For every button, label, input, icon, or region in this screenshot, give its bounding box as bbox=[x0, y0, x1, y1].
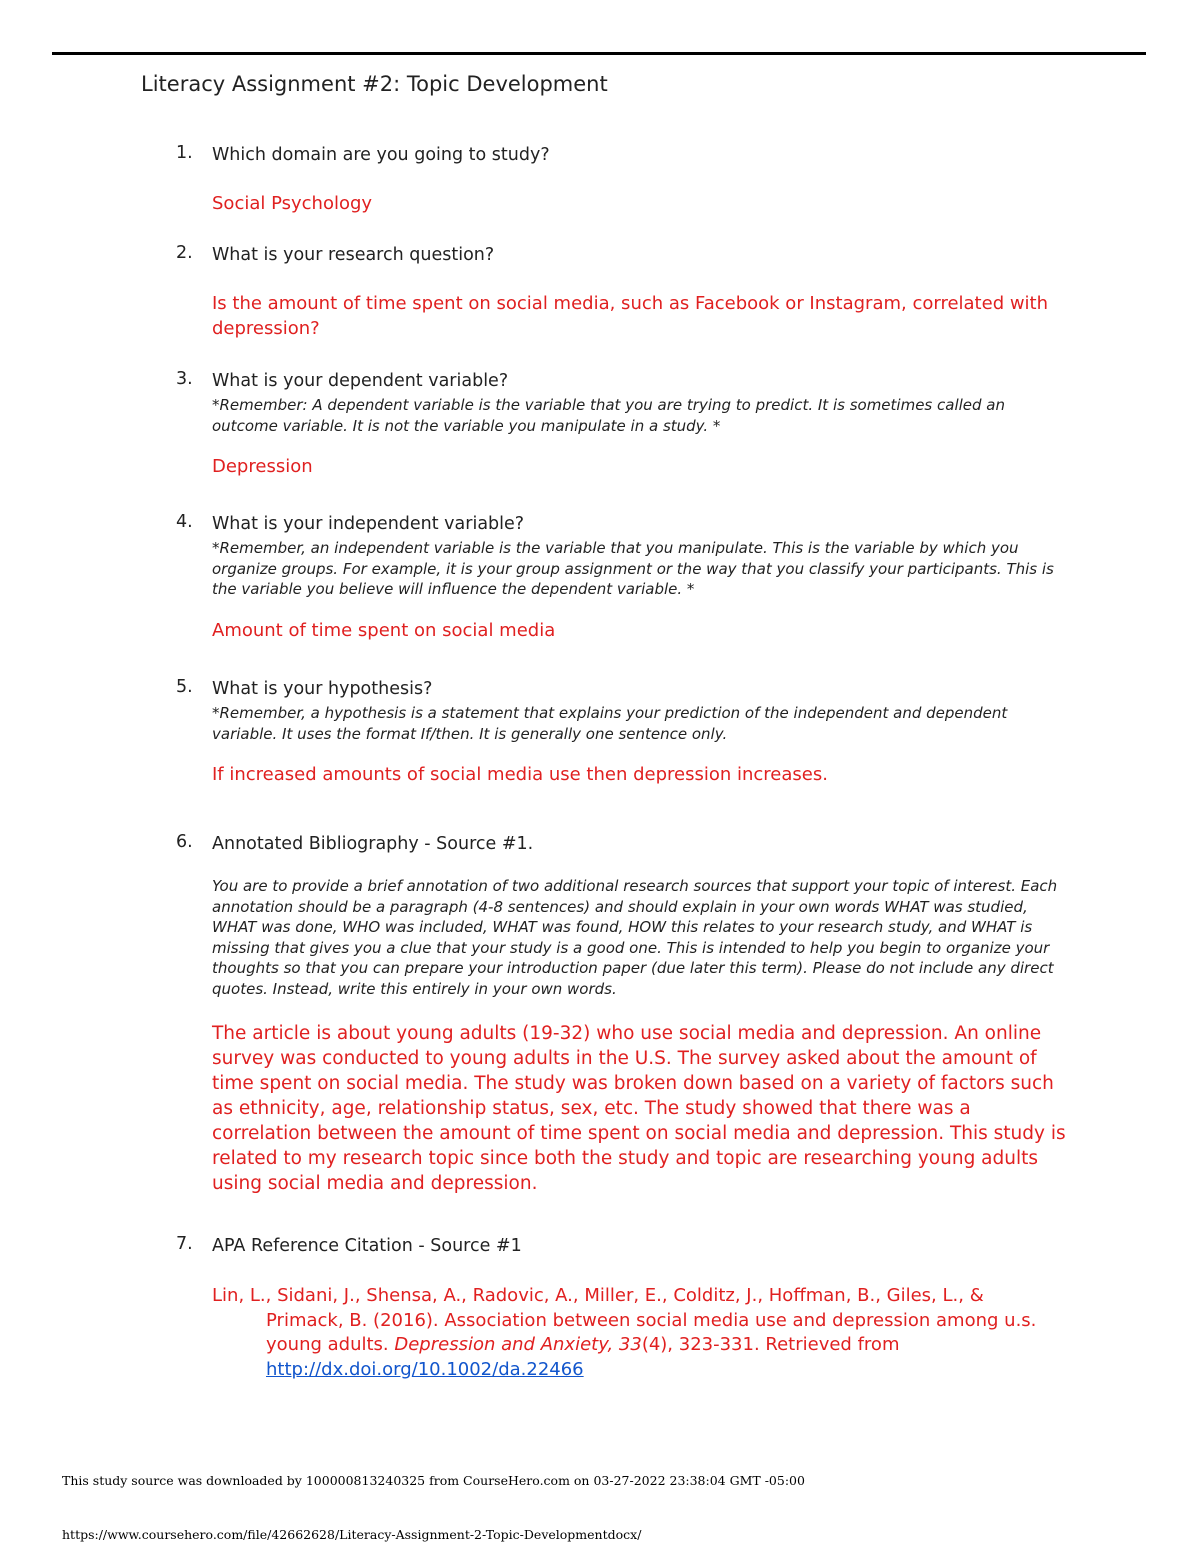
answer-text: Depression bbox=[212, 456, 313, 477]
citation-authors: Lin, L., Sidani, J., Shensa, A., Radovic, A., Miller, E., Colditz, J., Hoffman, B., Giles, L., & Primack, B. (2016). Association between social media use and depression among u.s. young adults. bbox=[212, 1285, 1037, 1355]
item-number: 6. bbox=[176, 832, 193, 852]
annotation-answer: The article is about young adults (19-32) who use social media and depression. An online survey was conducted to young adults in the U.S. The survey asked about the amount of time spent on social media. The study was broken down based on a variety of factors such as ethnicity, age, relationship status, sex, etc. The study showed that there was a correlation between the amount of time spent on social media and depression. This study is related to my research topic since both the study and topic are researching young adults using social media and depression. bbox=[212, 1023, 1066, 1194]
item-number: 7. bbox=[176, 1234, 193, 1254]
answer-text: Social Psychology bbox=[212, 193, 373, 214]
source-url[interactable]: https://www.coursehero.com/file/42662628/Literacy-Assignment-2-Topic-Developmentdocx/ bbox=[62, 1527, 642, 1542]
question-text: What is your independent variable? bbox=[212, 514, 525, 534]
item-number: 2. bbox=[176, 243, 193, 263]
citation-journal: Depression and Anxiety, 33 bbox=[394, 1334, 642, 1355]
instruction-note: You are to provide a brief annotation of two additional research sources that support your topic of interest. Each annotation should be a paragraph (4-8 sentences) and should explain in your own words WHAT was studied, WHAT was done, WHO was included, WHAT was found, HOW this relates to your research study, and WHAT is missing that gives you a clue that your study is a good one. This is intended to help you begin to organize your thoughts so that you can prepare your introduction paper (due later this term). Please do not include any direct quotes. Instead, write this entirely in your own words. bbox=[212, 877, 1058, 998]
download-notice: This study source was downloaded by 100000813240325 from CourseHero.com on 03-27-2022 23:38:04 GMT -05:00 bbox=[62, 1473, 805, 1488]
page-title: Literacy Assignment #2: Topic Development bbox=[141, 72, 608, 96]
instruction-note: *Remember, an independent variable is the variable that you manipulate. This is the variable by which you organize groups. For example, it is your group assignment or the way that you classify your participants. This is the variable you believe will influence the dependent variable. * bbox=[212, 539, 1054, 598]
doi-link[interactable]: http://dx.doi.org/10.1002/da.22466 bbox=[266, 1358, 584, 1380]
answer-text: If increased amounts of social media use then depression increases. bbox=[212, 764, 828, 785]
item-number: 5. bbox=[176, 677, 193, 697]
item-number: 1. bbox=[176, 143, 193, 163]
apa-citation bbox=[212, 1284, 1056, 1382]
top-rule bbox=[52, 52, 1146, 55]
instruction-note: *Remember: A dependent variable is the variable that you are trying to predict. It is sometimes called an outcome variable. It is not the variable you manipulate in a study. * bbox=[212, 396, 1006, 435]
question-text: What is your research question? bbox=[212, 245, 495, 265]
question-text: Annotated Bibliography - Source #1. bbox=[212, 834, 534, 854]
item-number: 3. bbox=[176, 369, 193, 389]
item-number: 4. bbox=[176, 512, 193, 532]
question-text: What is your dependent variable? bbox=[212, 371, 509, 391]
citation-issue: (4), 323-331. Retrieved from bbox=[641, 1334, 900, 1355]
answer-text: Is the amount of time spent on social media, such as Facebook or Instagram, correlated with depression? bbox=[212, 293, 1049, 339]
instruction-note: *Remember, a hypothesis is a statement that explains your prediction of the independent and dependent variable. It uses the format If/then. It is generally one sentence only. bbox=[212, 704, 1008, 743]
answer-text: Amount of time spent on social media bbox=[212, 619, 556, 641]
question-text: Which domain are you going to study? bbox=[212, 145, 550, 165]
question-text: APA Reference Citation - Source #1 bbox=[212, 1236, 522, 1256]
question-text: What is your hypothesis? bbox=[212, 679, 433, 699]
